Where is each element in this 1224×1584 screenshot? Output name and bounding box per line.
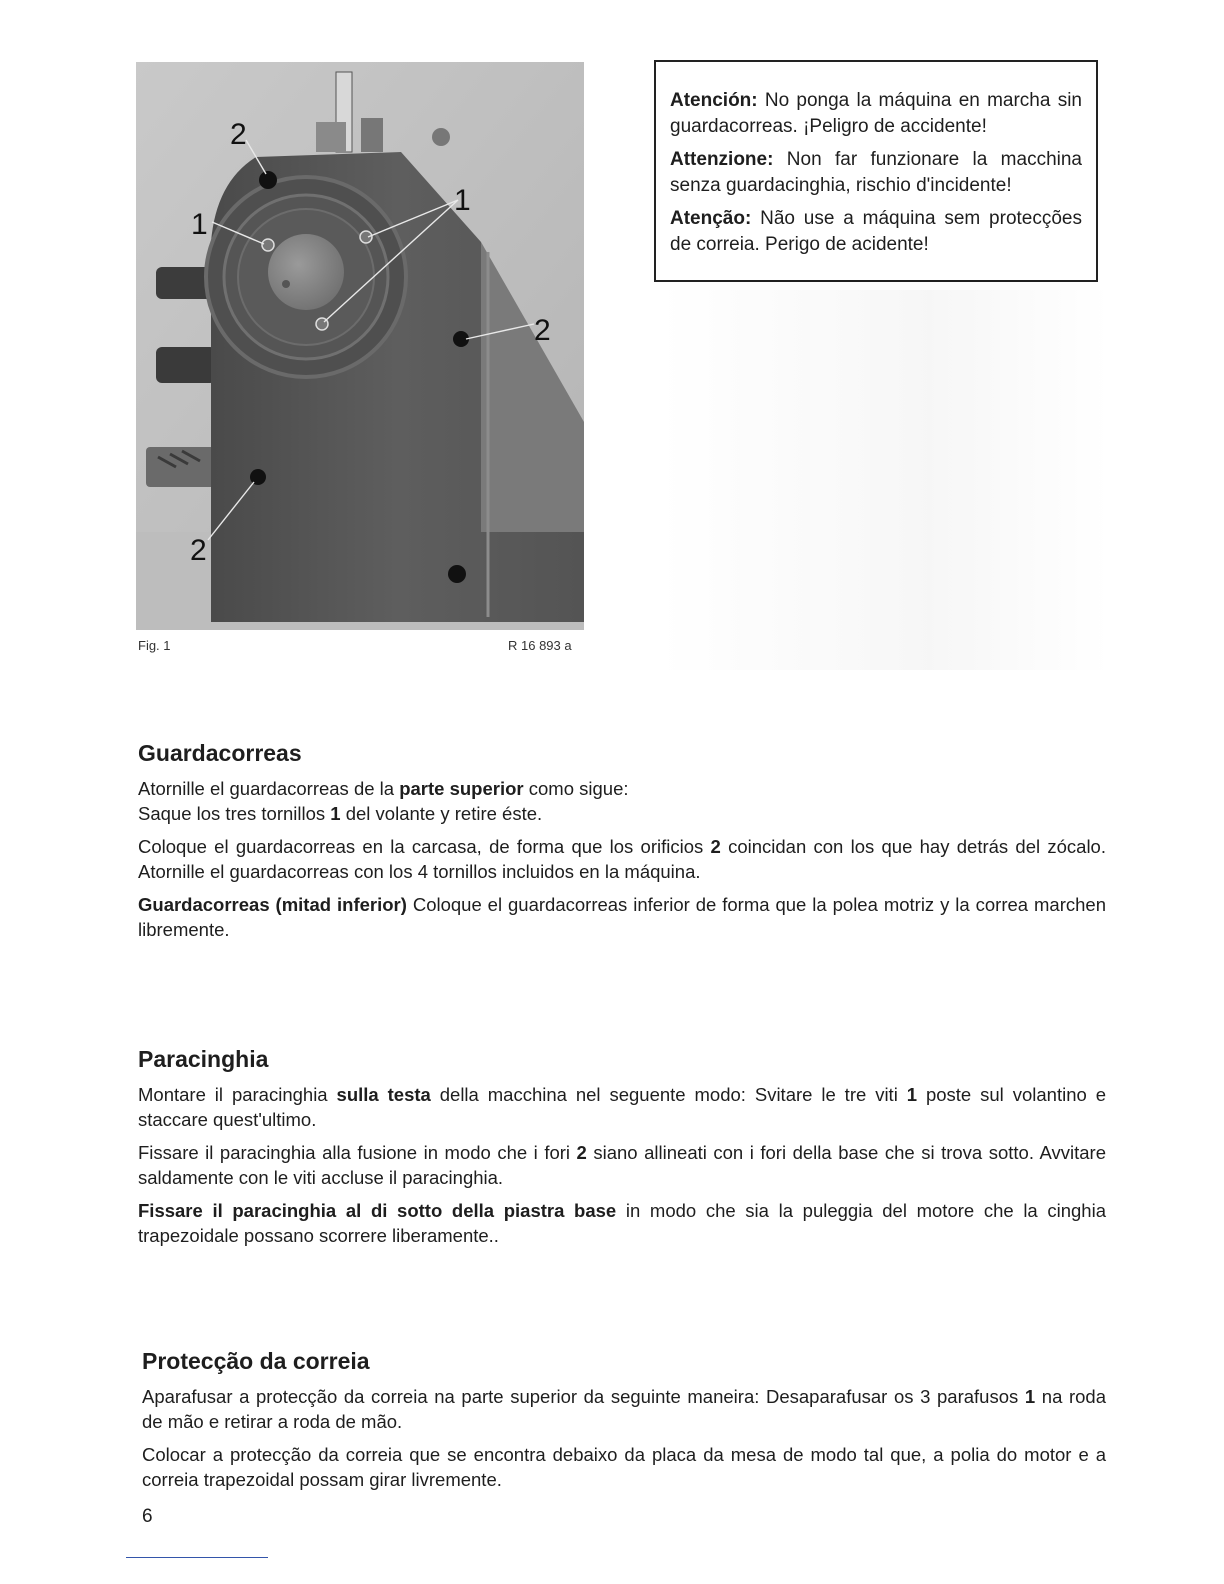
warning-es-text: No ponga la máquina en marcha sin guardacorreas. ¡Peligro de accidente!	[670, 90, 1082, 137]
warning-it-label: Attenzione:	[670, 149, 774, 170]
warning-pt-label: Atenção:	[670, 208, 752, 229]
paragraph: Aparafusar a protecção da correia na parte superior da seguinte maneira: Desaparafusar os 3 parafusos 1 na roda de mão e retirar a roda de mão.	[142, 1386, 1107, 1432]
callout-2-bottom: 2	[190, 534, 207, 567]
figure-caption: Fig. 1	[138, 638, 171, 653]
figure-photo	[136, 62, 584, 630]
section-title: Guardacorreas	[138, 740, 302, 766]
warning-box	[654, 60, 1098, 282]
footer-rule	[126, 1557, 268, 1558]
section-guardacorreas	[138, 738, 1106, 950]
warning-pt	[670, 206, 1082, 258]
section-title: Protecção da correia	[142, 1348, 370, 1374]
warning-pt-text: Não use a máquina sem protecções de correia. Perigo de acidente!	[670, 208, 1082, 255]
callout-1-left: 1	[191, 208, 208, 241]
warning-es	[670, 88, 1082, 140]
section-proteccao	[142, 1346, 1106, 1500]
scan-shadow	[660, 290, 1110, 670]
callout-2-right: 2	[534, 314, 551, 347]
paragraph: Montare il paracinghia sulla testa della macchina nel seguente modo: Svitare le tre viti 1 poste sul volantino e staccare quest'ultimo.	[138, 1084, 1106, 1130]
paragraph: Guardacorreas (mitad inferior) Coloque el guardacorreas inferior de forma que la polea motriz y la correa marchen libremente.	[138, 894, 1106, 940]
section-title: Paracinghia	[138, 1046, 269, 1072]
page-number: 6	[142, 1506, 153, 1527]
paragraph: Atornille el guardacorreas de la parte superior como sigue: Saque los tres tornillos 1 del volante y retire éste.	[138, 778, 629, 824]
callout-1-right: 1	[454, 184, 471, 217]
paragraph: Fissare il paracinghia al di sotto della piastra base in modo che sia la puleggia del motore che la cinghia trapezoidale possano scorrere liberamente..	[138, 1200, 1106, 1246]
paragraph: Coloque el guardacorreas en la carcasa, de forma que los orificios 2 coincidan con los que hay detrás del zócalo. Atornille el guardacorreas con los 4 tornillos incluidos en la máquina.	[138, 836, 1106, 882]
warning-es-label: Atención:	[670, 90, 758, 111]
callout-2-top: 2	[230, 118, 247, 151]
paragraph: Fissare il paracinghia alla fusione in modo che i fori 2 siano allineati con i fori della base che si trova sotto. Avvitare saldamente con le viti accluse il paracinghia.	[138, 1142, 1106, 1188]
paragraph: Colocar a protecção da correia que se encontra debaixo da placa da mesa de modo tal que, a polia do motor e a correia trapezoidal possam girar livremente.	[142, 1444, 1106, 1490]
warning-it	[670, 147, 1082, 199]
figure-reference: R 16 893 a	[508, 638, 572, 653]
warning-it-text: Non far funzionare la macchina senza guardacinghia, rischio d'incidente!	[670, 149, 1082, 196]
section-paracinghia	[138, 1044, 1106, 1256]
